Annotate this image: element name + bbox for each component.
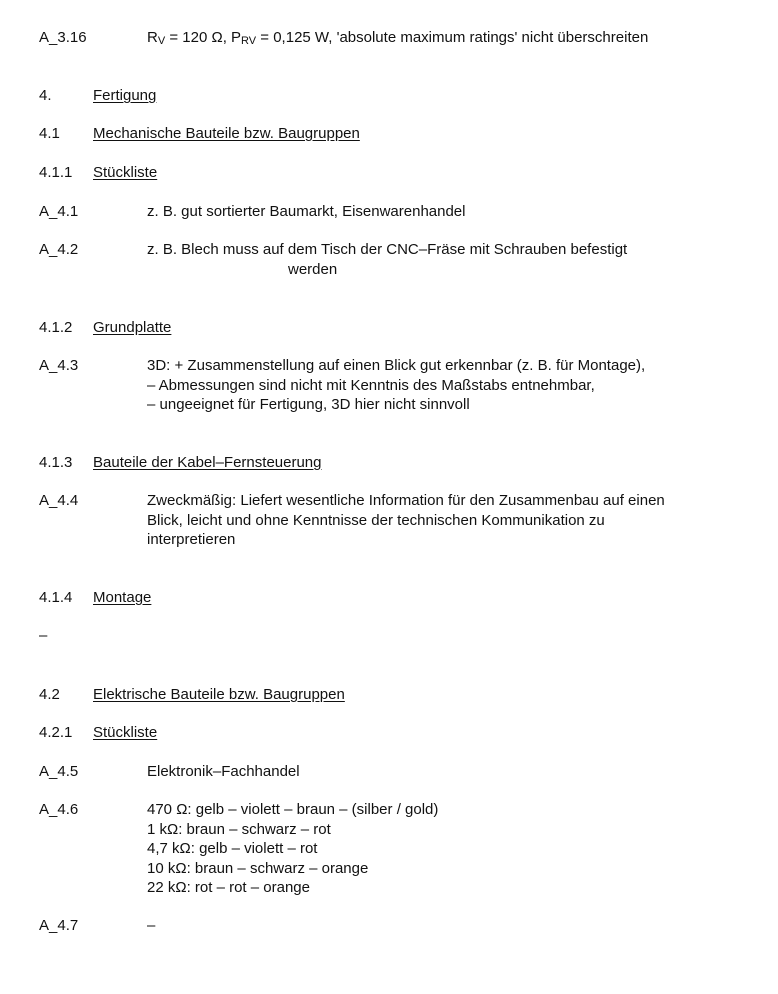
answer-line: interpretieren <box>147 531 236 548</box>
answer-label-a4-6: A_4.6 <box>39 801 79 818</box>
rv-value: = 120 Ω, P <box>165 29 242 46</box>
resistor-code-1k: 1 kΩ: braun – schwarz – rot <box>147 820 331 838</box>
answer-label-a4-4: A_4.4 <box>39 492 79 509</box>
resistor-code-10k: 10 kΩ: braun – schwarz – orange <box>147 859 369 877</box>
montage-dash: – <box>39 627 48 644</box>
answer-label-a4-7: A_4.7 <box>39 917 79 934</box>
answer-line: – ungeeignet für Fertigung, 3D hier nicht sinnvoll <box>147 396 470 413</box>
answer-line: 3D: + Zusammenstellung auf einen Blick gut erkennbar (z. B. für Montage), <box>147 357 646 374</box>
heading-title: Bauteile der Kabel–Fernsteuerung <box>93 454 322 471</box>
resistor-code-22k: 22 kΩ: rot – rot – orange <box>147 879 310 896</box>
answer-line: Blick, leicht und ohne Kenntnisse der technischen Kommunikation zu <box>147 511 605 529</box>
heading-title: Montage <box>93 589 152 606</box>
heading-4-2-1 <box>39 723 157 743</box>
heading-4-1-1 <box>39 163 157 183</box>
resistor-code-470: 470 Ω: gelb – violett – braun – (silber / gold) <box>147 801 439 818</box>
answer-a4-7: – <box>147 917 156 934</box>
answer-a4-2 <box>147 240 732 279</box>
heading-number: 4.2.1 <box>39 724 73 741</box>
answer-a4-2-line1: z. B. Blech muss auf dem Tisch der CNC–Fräse mit Schrauben befestigt <box>147 241 628 258</box>
prv-subscript: RV <box>241 35 257 47</box>
heading-4-1-4 <box>39 588 151 608</box>
answer-a4-5: Elektronik–Fachhandel <box>147 763 300 780</box>
answer-a4-3 <box>147 356 732 415</box>
heading-title: Fertigung <box>93 87 157 104</box>
answer-a4-2-line2: werden <box>288 260 338 278</box>
answer-a3-16 <box>147 28 732 48</box>
heading-title: Grundplatte <box>93 319 172 336</box>
heading-number: 4. <box>39 87 52 104</box>
answer-label-a4-2: A_4.2 <box>39 241 79 258</box>
answer-a4-4 <box>147 491 732 550</box>
heading-number: 4.1.3 <box>39 454 73 471</box>
heading-number: 4.1.4 <box>39 589 73 606</box>
answer-line: – Abmessungen sind nicht mit Kenntnis des Maßstabs entnehmbar, <box>147 376 595 394</box>
answer-a4-1: z. B. gut sortierter Baumarkt, Eisenwarenhandel <box>147 203 466 220</box>
answer-label-a4-1: A_4.1 <box>39 203 79 220</box>
heading-4-1-3 <box>39 453 322 473</box>
heading-4-1 <box>39 124 360 144</box>
heading-number: 4.1.1 <box>39 164 73 181</box>
heading-4-2 <box>39 685 345 705</box>
answer-a4-6 <box>147 800 732 898</box>
resistor-code-4k7: 4,7 kΩ: gelb – violett – rot <box>147 840 318 857</box>
heading-title: Mechanische Bauteile bzw. Baugruppen <box>93 125 360 142</box>
answer-label-a4-5: A_4.5 <box>39 763 79 780</box>
heading-number: 4.1 <box>39 125 60 142</box>
answer-line: Zweckmäßig: Liefert wesentliche Information für den Zusammenbau auf einen <box>147 492 665 509</box>
heading-number: 4.2 <box>39 686 60 703</box>
rv-symbol: R <box>147 29 158 46</box>
a3-16-rest: = 0,125 W, 'absolute maximum ratings' nicht überschreiten <box>256 29 649 46</box>
answer-label-a4-3: A_4.3 <box>39 357 79 374</box>
rv-subscript: V <box>157 35 166 47</box>
heading-title: Stückliste <box>93 164 158 181</box>
heading-title: Elektrische Bauteile bzw. Baugruppen <box>93 686 345 703</box>
answer-label-a3-16: A_3.16 <box>39 29 87 46</box>
heading-number: 4.1.2 <box>39 319 73 336</box>
heading-title: Stückliste <box>93 724 158 741</box>
heading-4 <box>39 86 156 106</box>
heading-4-1-2 <box>39 318 171 338</box>
